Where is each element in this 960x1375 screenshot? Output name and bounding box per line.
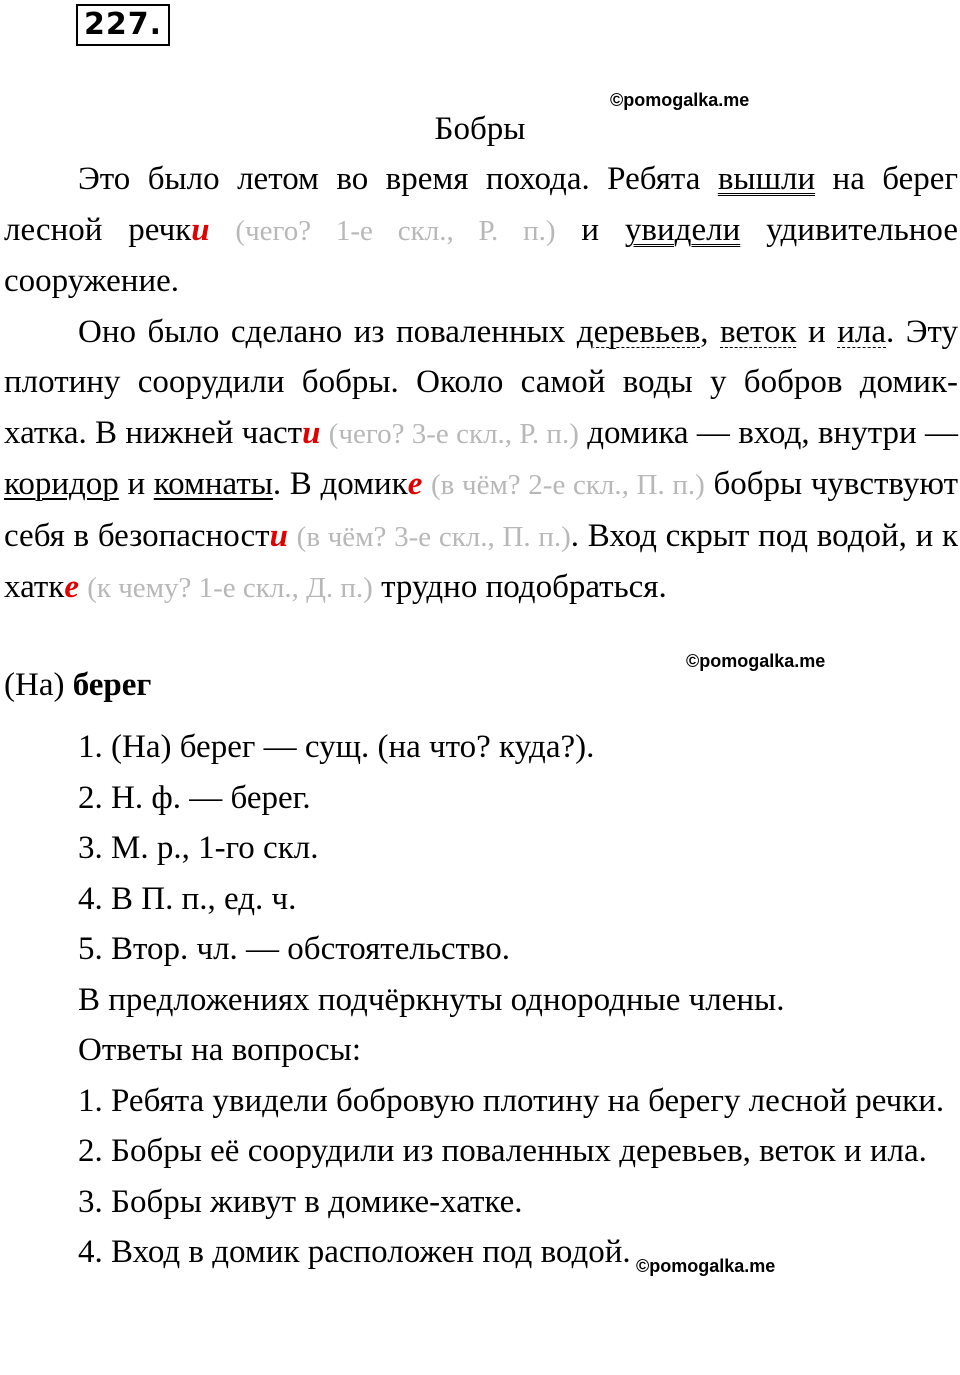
analysis-item: 1. (На) берег — сущ. (на что? куда?). <box>78 729 595 765</box>
paragraph-2 <box>4 307 958 614</box>
text-fragment: удивительное сооружение. <box>4 211 958 299</box>
analysis-prefix: (На) <box>4 667 73 703</box>
case-question: (в чём? 2-е скл., П. п.) <box>431 469 705 501</box>
predicate-uvideli: увидели <box>624 211 741 248</box>
watermark: ©pomogalka.me <box>686 651 826 671</box>
text-fragment: и <box>796 313 838 350</box>
text-fragment: , <box>700 313 709 350</box>
case-question: (к чему? 1-е скл., Д. п.) <box>87 572 373 604</box>
text-fragment: и <box>118 466 154 502</box>
analysis-note: В предложениях подчёркнуты однородные члены. <box>78 981 785 1018</box>
analysis-item: 4. В П. п., ед. ч. <box>78 880 297 917</box>
text-fragment: и <box>555 211 625 248</box>
case-question: (в чём? 3-е скл., П. п.) <box>296 520 571 553</box>
ending-highlight: и <box>269 517 288 554</box>
analysis-word: берег <box>72 667 152 703</box>
analysis-item: 2. Н. ф. — берег. <box>78 779 311 816</box>
watermark: ©pomogalka.me <box>636 1256 776 1276</box>
object-ila: ила <box>837 313 886 350</box>
answer-item: 4. Вход в домик расположен под водой. <box>78 1234 631 1270</box>
ending-highlight: е <box>64 569 79 605</box>
ending-highlight: е <box>407 466 423 502</box>
answer-item: 1. Ребята увидели бобровую плотину на берегу лесной речки. <box>78 1082 945 1119</box>
text-fragment: Оно было сделано из поваленных <box>78 313 577 350</box>
ending-highlight: и <box>302 414 321 451</box>
paragraph-1 <box>4 154 958 307</box>
object-vetok: веток <box>720 313 797 350</box>
case-question: (чего? 3-е скл., Р. п.) <box>328 417 579 450</box>
ending-highlight: и <box>191 211 210 248</box>
predicate-vyshli: вышли <box>717 161 816 197</box>
analysis-body <box>4 722 958 1278</box>
answers-title: Ответы на вопросы: <box>78 1032 362 1068</box>
text-fragment: домика — вход, внутри — <box>578 414 959 451</box>
answer-item: 2. Бобры её соорудили из поваленных деревьев, веток и ила. <box>78 1133 927 1169</box>
text-fragment: Это было летом во время похода. Ребята <box>78 161 718 197</box>
analysis-heading <box>4 660 151 710</box>
main-text <box>4 154 958 614</box>
watermark: ©pomogalka.me <box>610 90 750 110</box>
subject-koridor: коридор <box>4 466 119 502</box>
answer-item: 3. Бобры живут в домике-хатке. <box>78 1183 523 1220</box>
case-question: (чего? 1-е скл., Р. п.) <box>235 214 556 247</box>
text-fragment: на берег лесной речк <box>4 161 958 248</box>
text-fragment: . Вход скрыт под водой, и к хатк <box>4 517 958 605</box>
subject-komnaty: комнаты <box>153 466 273 502</box>
object-derevyev: деревьев <box>576 313 701 350</box>
exercise-number: 227. <box>76 4 170 46</box>
analysis-item: 3. М. р., 1-го скл. <box>78 830 319 866</box>
text-fragment: . В домик <box>272 466 408 502</box>
text-title: Бобры <box>434 111 526 147</box>
text-fragment: трудно подобраться. <box>372 569 667 605</box>
text-fragment: бобры чувствуют себя в безопасност <box>4 466 958 554</box>
analysis-item: 5. Втор. чл. — обстоятельство. <box>78 931 511 967</box>
text-fragment: . Эту плотину соорудили бобры. Около самой воды у бобров домик-хатка. В нижней част <box>4 313 959 451</box>
